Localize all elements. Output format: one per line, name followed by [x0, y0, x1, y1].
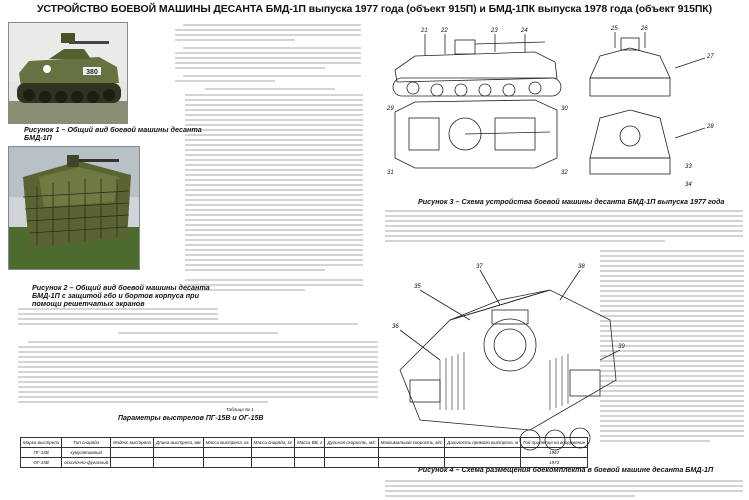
- text-block-legend-2: [18, 306, 368, 326]
- table-cell: [295, 448, 325, 458]
- table-header: Масса снаряда, кг: [251, 438, 294, 448]
- drawing-number: 27: [707, 54, 714, 60]
- drawing-number: 36: [392, 324, 399, 330]
- text-block-right: [600, 248, 745, 448]
- drawing-number: 26: [641, 26, 648, 32]
- figure3-caption: Рисунок 3 – Схема устройства боевой машины десанта БМД-1П выпуска 1977 года: [418, 197, 725, 206]
- table-cell: 1973: [521, 458, 588, 468]
- drawing-number: 22: [441, 28, 448, 34]
- drawing-number: 35: [414, 284, 421, 290]
- table-cell: [203, 448, 251, 458]
- table-header: Дульная скорость, м/с: [325, 438, 378, 448]
- figure4-caption: Рисунок 4 – Схема размещения боекомплекта в боевой машине десанта БМД-1П: [418, 465, 714, 474]
- table-title: Параметры выстрелов ПГ-15В и ОГ-15В: [118, 415, 264, 422]
- drawing-number: 32: [561, 170, 568, 176]
- text-block-modifications: [185, 86, 365, 296]
- bmd-photo-1: [8, 22, 128, 124]
- table-cell: [295, 458, 325, 468]
- table-header: Масса выстрела, кг: [203, 438, 251, 448]
- drawing-number: 24: [521, 28, 528, 34]
- drawing-number: 38: [578, 264, 585, 270]
- table-cell: ОГ-15В: [21, 458, 62, 468]
- figure4-drawing: [380, 250, 630, 460]
- table-header: Год принятия на вооружение: [521, 438, 588, 448]
- table-header: Длина выстрела, мм: [154, 438, 204, 448]
- drawing-number: 39: [618, 344, 625, 350]
- text-block-main: [18, 330, 380, 410]
- drawing-number: 31: [387, 170, 394, 176]
- text-block-legend-3: [385, 208, 745, 246]
- table-cell: [251, 458, 294, 468]
- table-cell: [325, 448, 378, 458]
- drawing-number: 28: [707, 124, 714, 130]
- drawing-number: 25: [611, 26, 618, 32]
- table-cell: кумулятивный: [62, 448, 111, 458]
- vehicle-number: 380: [86, 69, 98, 76]
- table-header: Масса ВВ, г: [295, 438, 325, 448]
- table-cell: [203, 458, 251, 468]
- table-cell: [325, 458, 378, 468]
- table-cell: ПГ-15В: [21, 448, 62, 458]
- table-header: Марка выстрела: [21, 438, 62, 448]
- table-cell: 1967: [521, 448, 588, 458]
- drawing-number: 21: [421, 28, 428, 34]
- drawing-number: 29: [387, 106, 394, 112]
- drawing-number: 33: [685, 164, 692, 170]
- drawing-number: 23: [491, 28, 498, 34]
- table-number: Таблица № 1: [226, 407, 254, 412]
- figure3-drawing: [385, 18, 745, 196]
- drawing-number: 30: [561, 106, 568, 112]
- table-header: Дальность прямого выстрела, м: [445, 438, 521, 448]
- table-header: Тип снаряда: [62, 438, 111, 448]
- table-cell: осколочно-фугасный: [62, 458, 111, 468]
- drawing-number: 37: [476, 264, 483, 270]
- text-block-intro: [175, 22, 365, 84]
- table-cell: [154, 448, 204, 458]
- table-header: Максимальная скорость, м/с: [378, 438, 445, 448]
- table-cell: [111, 448, 154, 458]
- table-header: Индекс выстрела: [111, 438, 154, 448]
- page-title: УСТРОЙСТВО БОЕВОЙ МАШИНЫ ДЕСАНТА БМД-1П выпуска 1977 года (объект 915П) и БМД-1ПК выпуска 1978 года (объект 915ПК): [36, 3, 712, 15]
- table-cell: [154, 458, 204, 468]
- drawing-number: 34: [685, 182, 692, 188]
- bmd-photo-2: [8, 146, 140, 270]
- table-cell: [111, 458, 154, 468]
- figure2-caption: Рисунок 2 – Общий вид боевой машины десанта БМД-1П с защитой гбо и бортов корпуса при помощи решетчатых экранов: [32, 283, 210, 308]
- figure1-caption: Рисунок 1 – Общий вид боевой машины десанта БМД-1П: [24, 125, 202, 142]
- text-block-legend-4: [385, 478, 745, 498]
- table-cell: [251, 448, 294, 458]
